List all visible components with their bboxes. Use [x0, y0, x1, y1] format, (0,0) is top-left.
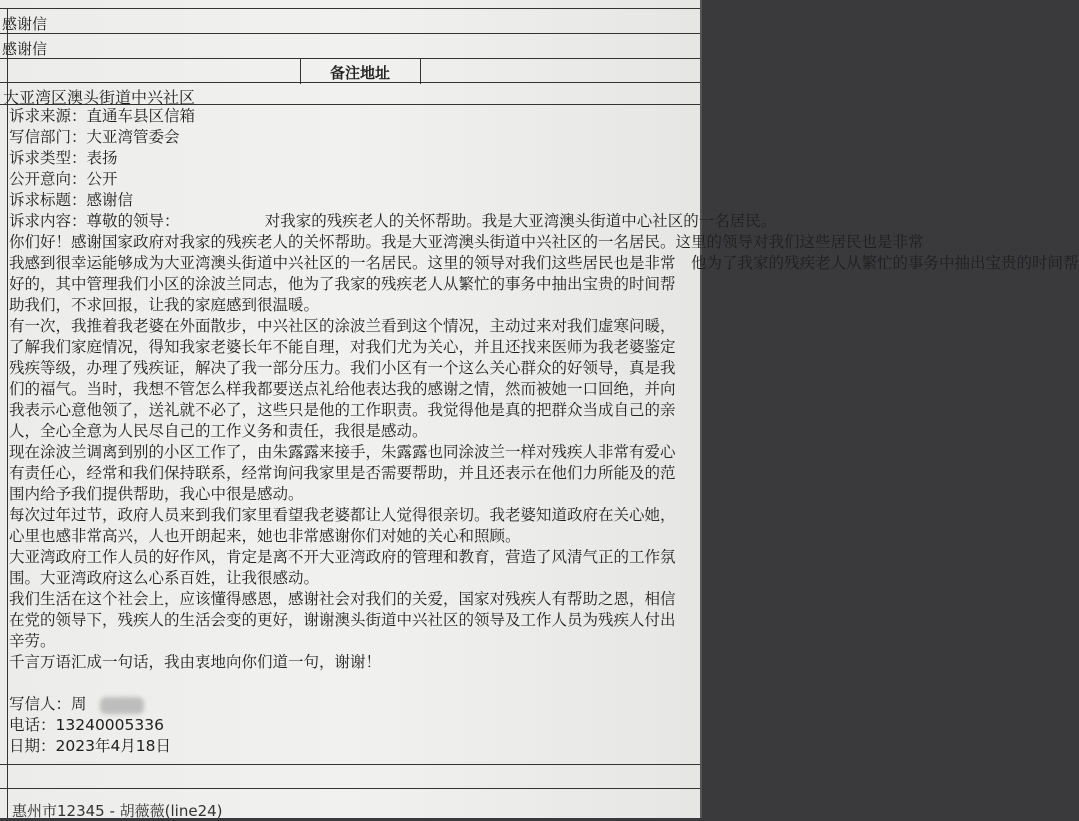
letter-title-row: 感谢信	[2, 15, 48, 33]
blank-line	[9, 673, 699, 694]
table-border	[0, 788, 700, 789]
body-line: 辛劳。	[9, 632, 56, 650]
body-line: 每次过年过节，政府人员来到我们家里看望我老婆都让人觉得很亲切。我老婆知道政府在关心她，	[9, 506, 676, 524]
body-line: 我表示心意他领了，送礼就不必了，这些只是他的工作职责。我觉得他是真的把群众当成自己的亲	[9, 401, 676, 419]
writer-phone: 电话：13240005336	[9, 716, 164, 734]
footer-handler: 惠州市12345 - 胡薇薇(line24)	[12, 802, 223, 820]
address-cell: 大亚湾区澳头街道中兴社区	[3, 88, 196, 107]
body-line: 助我们，不求回报，让我的家庭感到很温暖。	[9, 296, 320, 314]
body-line: 残疾等级，办理了残疾证，解决了我一部分压力。我们小区有一个这么关心群众的好领导，真是我	[9, 359, 676, 377]
field-department: 写信部门：大亚湾管委会	[9, 128, 180, 146]
table-border	[0, 8, 700, 9]
field-type: 诉求类型：表扬	[9, 149, 118, 167]
body-line: 在党的领导下，残疾人的生活会变的更好，谢谢澳头街道中兴社区的领导及工作人员为残疾人付出	[9, 611, 676, 629]
body-line: 心里也感非常高兴，人也开朗起来，她也非常感谢你们对她的关心和照顾。	[9, 527, 521, 545]
privacy-blur	[100, 697, 144, 714]
letter-subject-row: 感谢信	[2, 40, 48, 58]
table-border	[0, 58, 700, 59]
table-border	[300, 58, 301, 84]
body-line: 了解我们家庭情况，得知我家老婆长年不能自理，对我们尤为关心，并且还找来医师为我老婆鉴定	[9, 338, 676, 356]
writer-name: 写信人：周	[9, 695, 87, 713]
remark-address-header: 备注地址	[330, 64, 391, 82]
field-title: 诉求标题：感谢信	[9, 191, 134, 209]
body-line: 们的福气。当时，我想不管怎么样我都要送点礼给他表达我的感谢之情，然而被她一口回绝，并向	[9, 380, 676, 398]
field-content: 诉求内容：尊敬的领导： 对我家的残疾老人的关怀帮助。我是大亚湾澳头街道中心社区的一名居民。	[9, 212, 777, 230]
body-line: 我们生活在这个社会上，应该懂得感恩，感谢社会对我们的关爱，国家对残疾人有帮助之恩，相信	[9, 590, 676, 608]
body-line: 大亚湾政府工作人员的好作风，肯定是离不开大亚湾政府的管理和教育，营造了风清气正的工作氛	[9, 548, 676, 566]
body-line: 有责任心，经常和我们保持联系，经常询问我家里是否需要帮助，并且还表示在他们力所能及的范	[9, 464, 676, 482]
letter-body	[9, 106, 1079, 757]
body-line: 有一次，我推着我老婆在外面散步，中兴社区的涂波兰看到这个情况，主动过来对我们虚寒问暖，	[9, 317, 676, 335]
table-border	[0, 764, 700, 765]
table-border	[7, 8, 8, 818]
closing-line: 千言万语汇成一句话，我由衷地向你们道一句，谢谢！	[9, 653, 382, 671]
body-line: 好的，其中管理我们小区的涂波兰同志，他为了我家的残疾老人从繁忙的事务中抽出宝贵的时间帮	[9, 275, 676, 293]
body-line: 我感到很幸运能够成为大亚湾澳头街道中兴社区的一名居民。这里的领导对我们这些居民也是非常 他为了我家的残疾老人从繁忙的事务中抽出宝贵的时间帮	[9, 254, 1079, 272]
field-source: 诉求来源：直通车县区信箱	[9, 107, 196, 125]
body-line: 现在涂波兰调离到别的小区工作了，由朱露露来接手，朱露露也同涂波兰一样对残疾人非常有爱心	[9, 443, 676, 461]
body-line: 人，全心全意为人民尽自己的工作义务和责任，我很是感动。	[9, 422, 428, 440]
body-line: 围内给予我们提供帮助，我心中很是感动。	[9, 485, 304, 503]
table-border	[420, 58, 421, 84]
body-line: 你们好！感谢国家政府对我家的残疾老人的关怀帮助。我是大亚湾澳头街道中兴社区的一名居民。这里的领导对我们这些居民也是非常	[9, 233, 924, 251]
table-border	[0, 33, 700, 34]
letter-date: 日期：2023年4月18日	[9, 737, 172, 755]
body-line: 围。大亚湾政府这么心系百姓，让我很感动。	[9, 569, 320, 587]
field-public: 公开意向：公开	[9, 170, 118, 188]
